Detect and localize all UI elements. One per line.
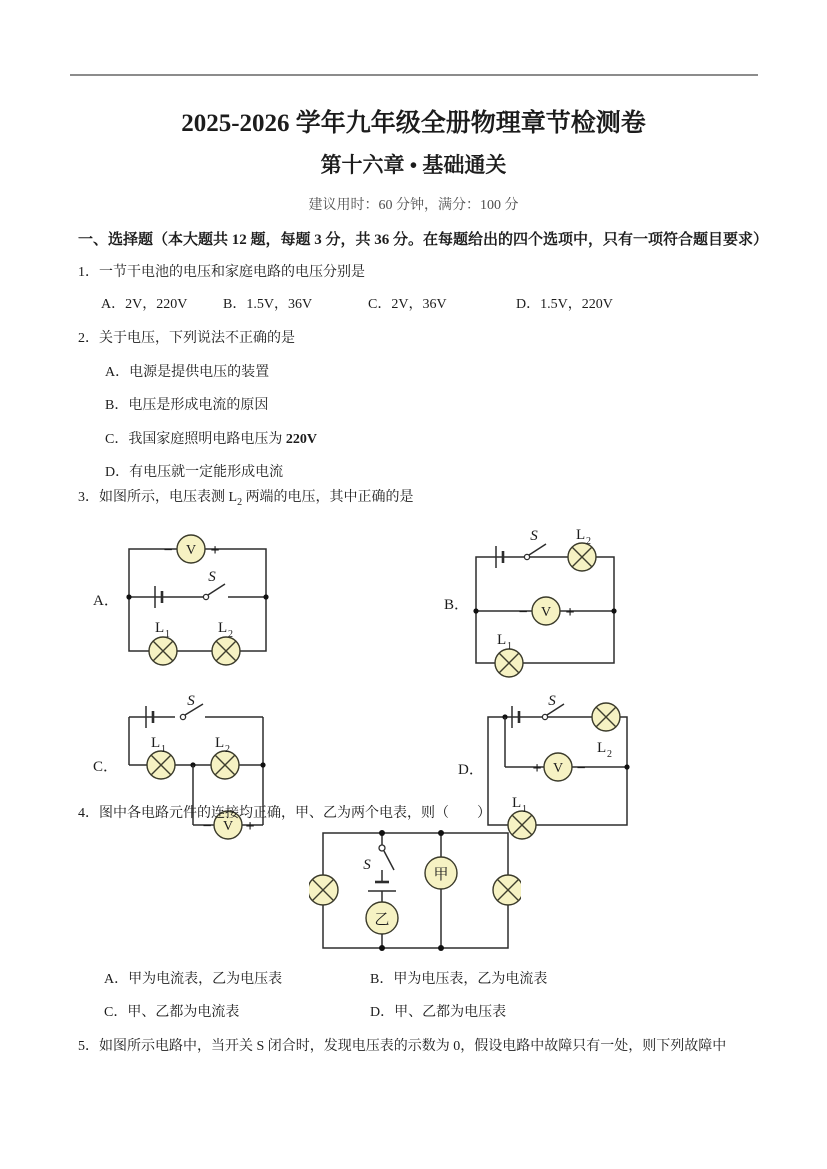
q3-figure-b-letter: B． — [444, 597, 470, 613]
junction-dot — [260, 762, 265, 767]
plus-sign: + — [565, 604, 575, 621]
q5-stem: 5．如图所示电路中，当开关 S 闭合时，发现电压表的示数为 0，假设电路中故障只有一处，则下列故障中 — [78, 1039, 727, 1054]
junction-dot — [624, 764, 629, 769]
lamp2-label: L — [218, 620, 228, 636]
voltmeter-label: V — [540, 605, 552, 620]
header-rule — [70, 74, 758, 76]
lamp1-sub: 1 — [507, 641, 512, 652]
page-title: 2025-2026 学年九年级全册物理章节检测卷 — [181, 110, 646, 137]
voltmeter-label: V — [552, 761, 564, 776]
switch-label: S — [530, 528, 538, 544]
switch-label: S — [548, 695, 556, 709]
circuit-diagram-b — [464, 527, 634, 682]
q3-figure-d-letter: D． — [458, 762, 484, 778]
q1-option-a: A．2V，220V — [101, 297, 188, 312]
minus-sign: − — [518, 604, 528, 621]
switch-icon — [542, 714, 547, 719]
q2-option-b: B．电压是形成电流的原因 — [105, 398, 269, 413]
q4-option-c: C．甲、乙都为电流表 — [104, 1005, 240, 1020]
time-score-line: 建议用时：60 分钟，满分：100 分 — [308, 198, 519, 213]
lamp1-label: L — [151, 735, 161, 751]
switch-icon — [524, 554, 529, 559]
section-heading: 一、选择题（本大题共 12 题，每题 3 分，共 36 分。在每题给出的四个选项中，只有一项符合题目要求） — [78, 232, 769, 248]
q2-option-c-text: C．我国家庭照明电路电压为 — [105, 432, 286, 447]
q1-option-d: D．1.5V，220V — [516, 297, 613, 312]
meter-jia-label: 甲 — [433, 867, 449, 883]
lamp1-label: L — [497, 632, 507, 648]
lamp2-sub: 2 — [225, 744, 230, 755]
lamp2-sub: 2 — [586, 536, 591, 547]
lamp-icon — [493, 875, 521, 905]
q3-figure-c-letter: C． — [93, 759, 119, 775]
lamp2-sub: 2 — [607, 749, 612, 760]
meter-yi-label: 乙 — [374, 912, 390, 928]
switch-icon — [203, 594, 208, 599]
q1-option-c: C．2V，36V — [368, 297, 447, 312]
q4-option-d: D．甲、乙都为电压表 — [370, 1005, 507, 1020]
q2-stem: 2．关于电压，下列说法不正确的是 — [78, 331, 295, 346]
circuit-a-loop — [129, 549, 266, 651]
q4-option-b: B．甲为电压表，乙为电流表 — [370, 972, 548, 987]
junction-dot — [379, 945, 385, 951]
plus-sign: + — [210, 542, 220, 559]
q4-circuit-diagram — [309, 825, 521, 957]
lamp1-label: L — [155, 620, 165, 636]
switch-label: S — [208, 569, 216, 585]
switch-icon — [379, 845, 385, 851]
switch-icon — [180, 714, 185, 719]
lamp2-label: L — [576, 527, 586, 543]
q2-option-d: D．有电压就一定能形成电流 — [105, 465, 284, 480]
lamp1-sub: 1 — [522, 804, 527, 815]
circuit-diagram-c — [115, 695, 285, 850]
circuit-diagram-d — [476, 695, 651, 845]
junction-dot — [438, 945, 444, 951]
q3-stem — [78, 486, 414, 508]
plus-sign: + — [245, 818, 255, 835]
q4-circuit-loop — [323, 833, 508, 948]
junction-dot — [438, 830, 444, 836]
q3-figure-a-letter: A． — [93, 593, 119, 609]
circuit-diagram-a — [111, 521, 281, 671]
junction-dot — [473, 608, 478, 613]
junction-dot — [379, 830, 385, 836]
lamp1-label: L — [512, 795, 522, 811]
q2-option-a: A．电源是提供电压的装置 — [105, 365, 270, 380]
junction-dot — [611, 608, 616, 613]
q2-option-c-bold-value: 220V — [285, 432, 317, 447]
chapter-subtitle: 第十六章 • 基础通关 — [320, 153, 507, 177]
q1-option-b: B．1.5V，36V — [223, 297, 313, 312]
voltmeter-label: V — [185, 543, 197, 558]
plus-sign: + — [532, 760, 542, 777]
lamp1-sub: 1 — [165, 629, 170, 640]
switch-label: S — [187, 695, 195, 709]
q3-stem-pre: 3．如图所示，电压表测 L — [78, 490, 238, 505]
lamp2-label: L — [597, 740, 607, 756]
junction-dot — [126, 594, 131, 599]
q3-stem-post: 两端的电压，其中正确的是 — [242, 490, 414, 505]
minus-sign: − — [202, 818, 212, 835]
q2-option-c — [105, 428, 317, 448]
junction-dot — [263, 594, 268, 599]
q1-stem: 1．一节干电池的电压和家庭电路的电压分别是 — [78, 265, 365, 280]
minus-sign: − — [576, 760, 586, 777]
switch-label: S — [363, 857, 371, 873]
q4-stem: 4．图中各电路元件的连接均正确，甲、乙为两个电表，则（ ） — [78, 806, 491, 821]
minus-sign: − — [163, 542, 173, 559]
q3-stem-sub: 2 — [237, 496, 243, 508]
lamp2-label: L — [215, 735, 225, 751]
voltmeter-label: V — [222, 819, 234, 834]
q4-option-a: A．甲为电流表，乙为电压表 — [104, 972, 283, 987]
lamp2-sub: 2 — [228, 629, 233, 640]
lamp1-sub: 1 — [161, 744, 166, 755]
